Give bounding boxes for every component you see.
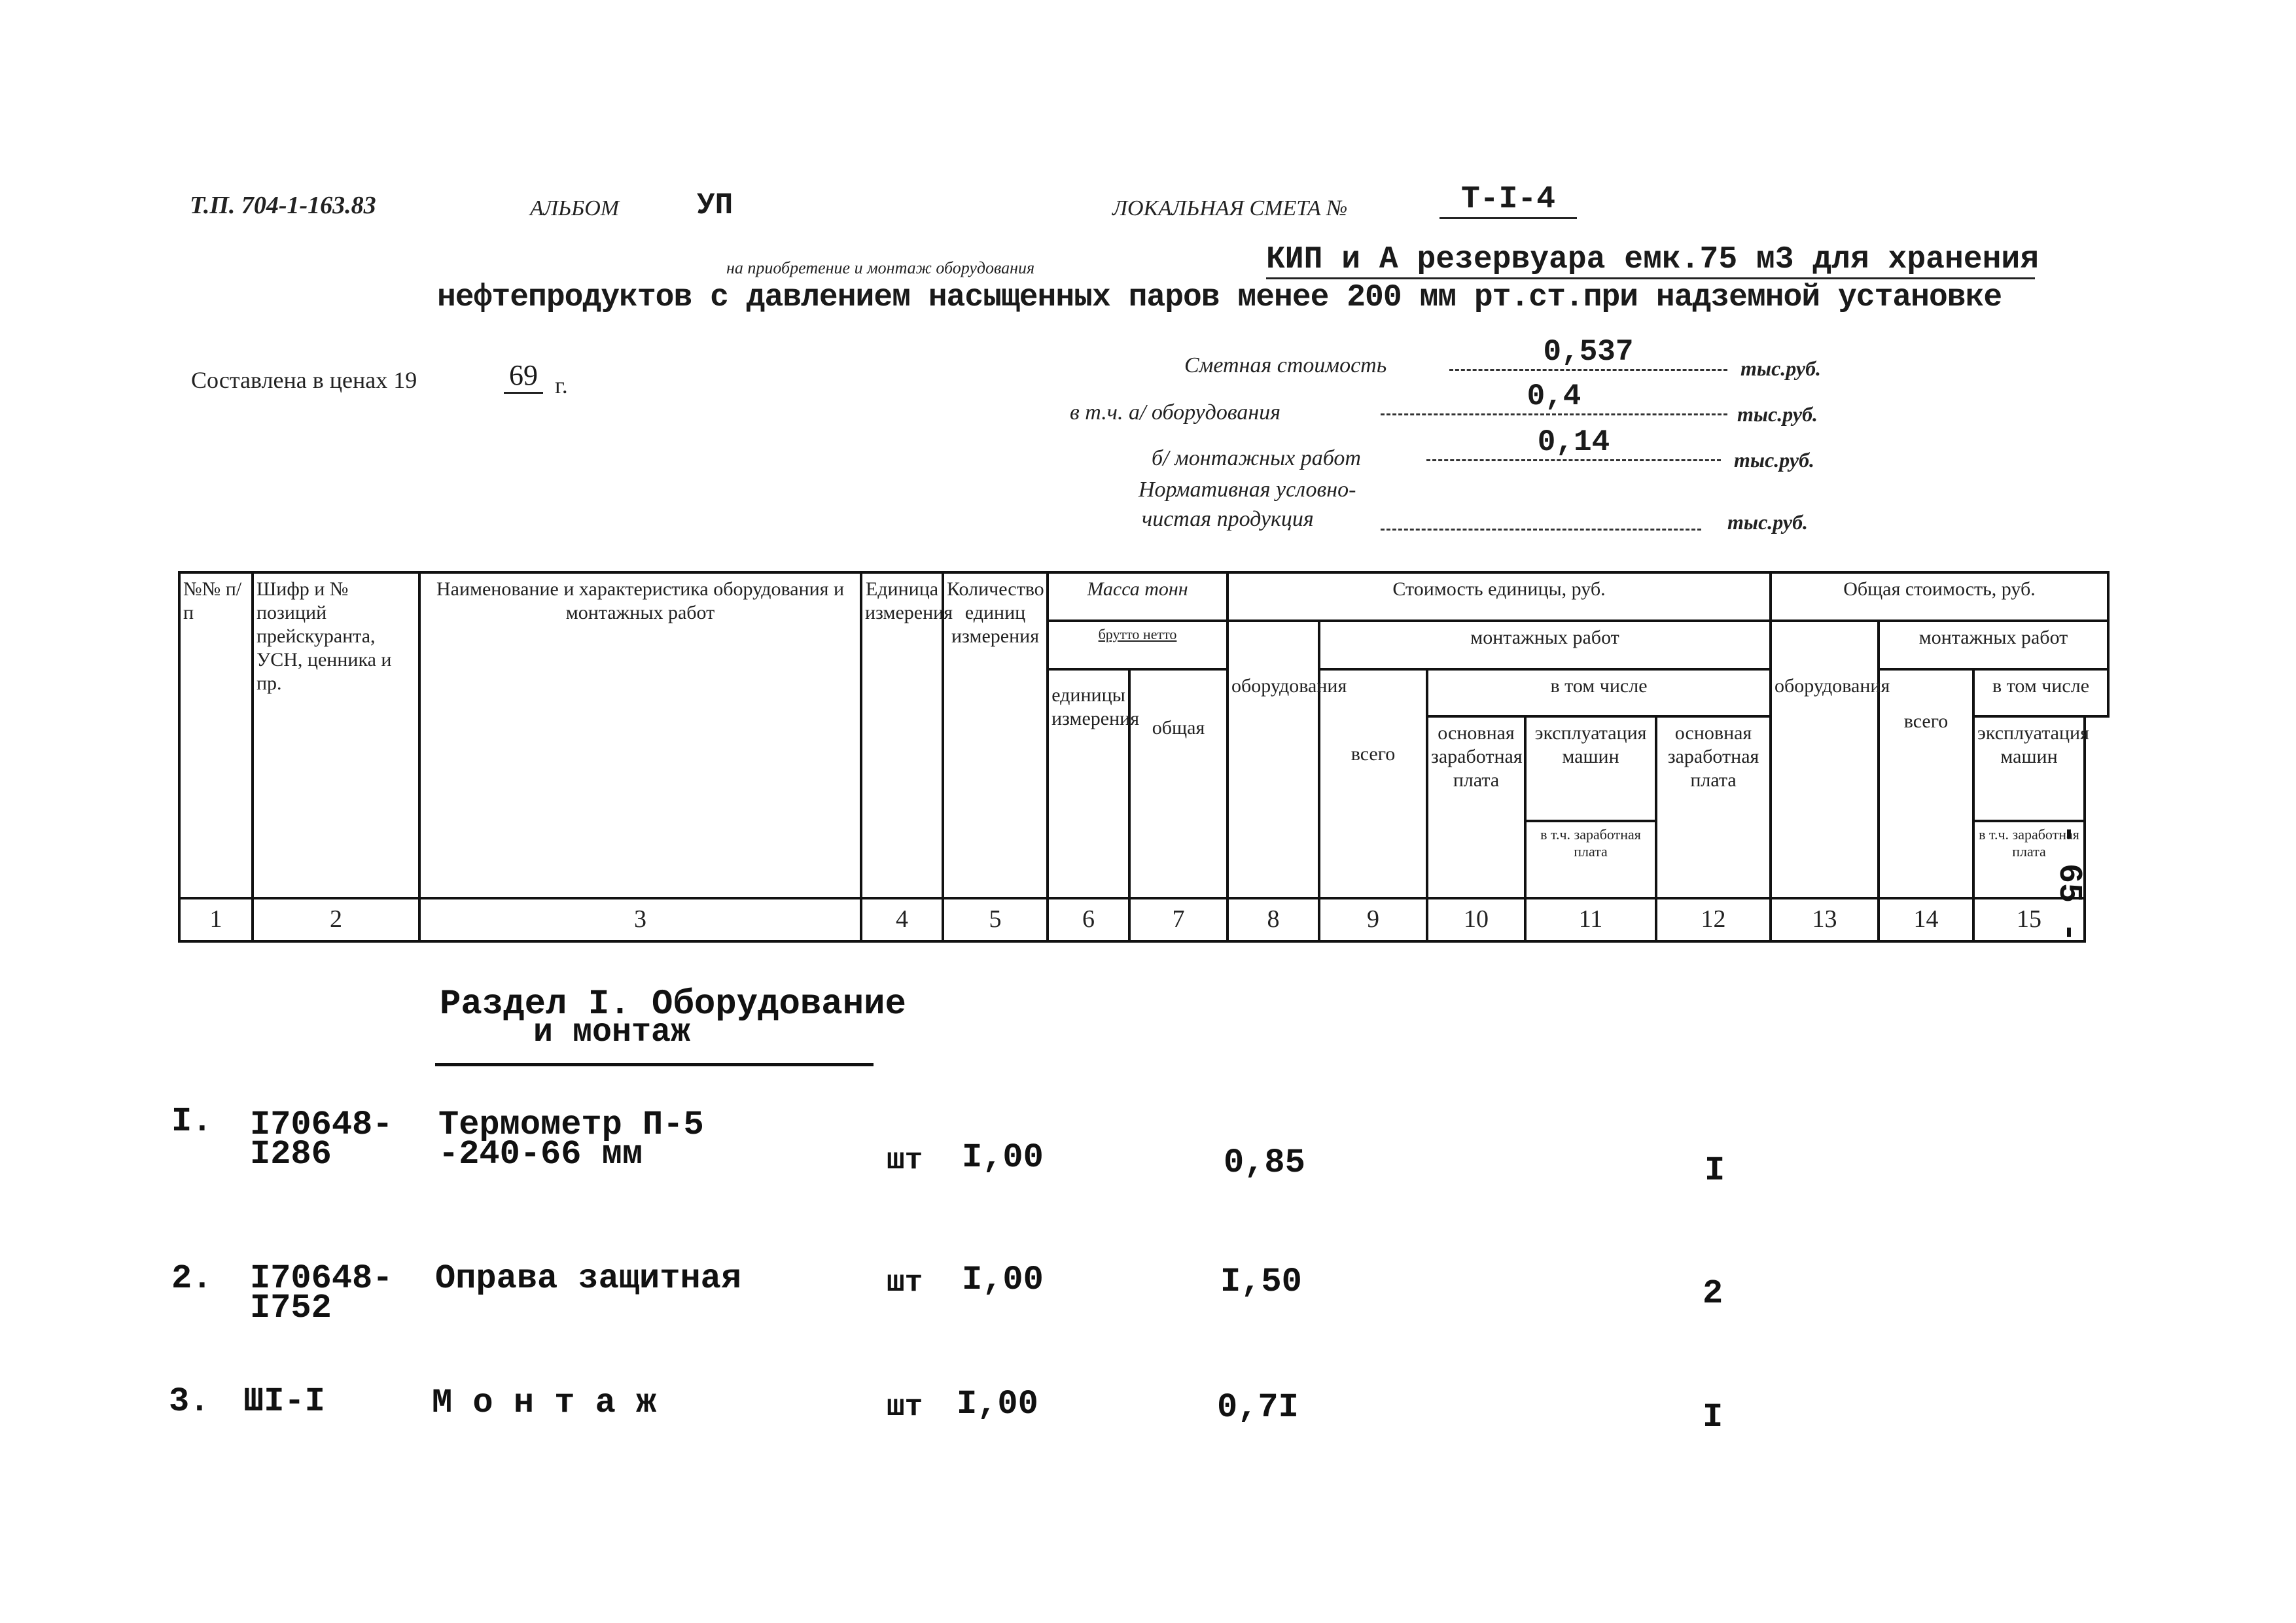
- total-cost-value: 0,537: [1449, 335, 1727, 371]
- row-code-2: I286: [250, 1135, 332, 1174]
- page-number: - 65 -: [2050, 824, 2087, 943]
- header-equipment-2: оборудования: [1771, 621, 1879, 898]
- column-number: 5: [943, 898, 1048, 941]
- installation-cost-unit: тыс.руб.: [1734, 448, 1815, 472]
- installation-cost-label: б/ монтажных работ: [1152, 446, 1361, 470]
- row-code: ШI-I: [243, 1382, 325, 1421]
- header-code: Шифр и № позиций прейскуранта, УСН, ценника и пр.: [253, 572, 419, 898]
- album-label: АЛЬБОМ: [530, 196, 620, 220]
- header-name: Наименование и характеристика оборудования и монтажных работ: [419, 572, 861, 898]
- section-underline: [435, 1063, 874, 1066]
- row-quantity: I,00: [962, 1261, 1044, 1299]
- header-num: №№ п/п: [179, 572, 253, 898]
- row-price: 0,85: [1224, 1143, 1305, 1182]
- composed-year: 69: [504, 358, 543, 394]
- header-mass: [1048, 572, 1227, 621]
- header-including-2: в том числе: [1973, 669, 2108, 716]
- row-quantity: I,00: [957, 1385, 1038, 1423]
- column-number: 3: [419, 898, 861, 941]
- row-unit: шт: [887, 1390, 923, 1424]
- header-machines-sub: в т.ч. заработная плата: [1525, 821, 1656, 898]
- header-install-total: всего: [1319, 669, 1427, 898]
- row-price: I,50: [1220, 1263, 1302, 1301]
- column-number: 13: [1771, 898, 1879, 941]
- header-mass-total: общая: [1129, 669, 1227, 898]
- normative-unit: тыс.руб.: [1727, 510, 1809, 534]
- document-code: Т.П. 704-1-163.83: [190, 192, 376, 219]
- column-number: 14: [1879, 898, 1973, 941]
- estimate-number: Т-I-4: [1439, 182, 1577, 219]
- header-equipment: оборудования: [1227, 621, 1319, 898]
- column-number: 12: [1656, 898, 1771, 941]
- header-total-cost: Общая стоимость, руб.: [1771, 572, 2108, 621]
- header-mass-label: Масса тонн: [1087, 578, 1188, 600]
- equipment-cost-label: в т.ч. а/ оборудования: [1070, 400, 1281, 425]
- header-machines: эксплуатация машин: [1525, 716, 1656, 821]
- header-installation-2: монтажных работ: [1879, 621, 2108, 669]
- row-price: 0,7I: [1217, 1388, 1299, 1427]
- row-name: Термометр П-5: [438, 1106, 704, 1144]
- header-machines-sub-2: в т.ч. заработная плата: [1973, 821, 2085, 898]
- column-number: 15: [1973, 898, 2085, 941]
- subject-line-2: нефтепродуктов с давлением насыщенных паров менее 200 мм рт.ст.при надземной установке: [437, 280, 2002, 315]
- column-number: 2: [253, 898, 419, 941]
- column-number-row: [179, 898, 2108, 941]
- row-name-2: -240-66 мм: [438, 1135, 643, 1174]
- estimate-table: [178, 571, 2110, 943]
- row-unit: шт: [887, 1143, 923, 1178]
- total-cost-label: Сметная стоимость: [1184, 353, 1387, 377]
- row-code-2: I752: [250, 1289, 332, 1327]
- row-total: 2: [1703, 1274, 1723, 1313]
- composed-suffix: г.: [555, 372, 568, 398]
- header-quantity: Количество единиц измерения: [943, 572, 1048, 898]
- row-code: I70648-: [250, 1106, 393, 1144]
- column-number: 1: [179, 898, 253, 941]
- header-including: в том числе: [1427, 669, 1771, 716]
- row-name: М о н т а ж: [432, 1384, 657, 1422]
- row-number: 2.: [171, 1259, 213, 1298]
- equipment-cost-unit: тыс.руб.: [1737, 402, 1818, 426]
- row-unit: шт: [887, 1266, 923, 1300]
- row-total: I: [1703, 1398, 1723, 1437]
- installation-cost-value: 0,14: [1426, 425, 1721, 461]
- subject-prefix: на приобретение и монтаж оборудования: [726, 258, 1035, 277]
- subject-line-1: КИП и А резервуара емк.75 м3 для хранения: [1266, 242, 2035, 279]
- column-number: 10: [1427, 898, 1525, 941]
- column-number: 6: [1048, 898, 1129, 941]
- header-mass-unit: единицы измерения: [1048, 669, 1129, 898]
- header-wages-2: основная заработная плата: [1656, 716, 1771, 898]
- row-quantity: I,00: [962, 1138, 1044, 1177]
- column-number: 11: [1525, 898, 1656, 941]
- estimate-label: ЛОКАЛЬНАЯ СМЕТА №: [1112, 196, 1348, 220]
- normative-label-2: чистая продукция: [1142, 507, 1314, 531]
- column-number: 9: [1319, 898, 1427, 941]
- row-number: I.: [171, 1102, 213, 1141]
- section-title-line-1: Раздел I. Оборудование: [440, 985, 906, 1024]
- header-install-total-2: всего: [1879, 669, 1973, 898]
- normative-label-1: Нормативная условно-: [1139, 478, 1356, 502]
- header-unit-cost: Стоимость единицы, руб.: [1227, 572, 1771, 621]
- composed-label: Составлена в ценах 19: [191, 367, 417, 393]
- column-number: 4: [861, 898, 943, 941]
- album-value: УП: [697, 188, 733, 222]
- normative-value-line: [1381, 515, 1701, 531]
- header-mass-sub: брутто нетто: [1048, 621, 1227, 669]
- row-number: 3.: [169, 1382, 210, 1421]
- column-number: 8: [1227, 898, 1319, 941]
- equipment-cost-value: 0,4: [1381, 379, 1727, 415]
- header-unit: Единица измерения: [861, 572, 943, 898]
- total-cost-unit: тыс.руб.: [1740, 357, 1822, 380]
- row-total: I: [1704, 1151, 1725, 1190]
- header-machines-2: эксплуатация машин: [1973, 716, 2085, 821]
- section-title-line-2: и монтаж: [533, 1014, 691, 1051]
- column-number: 7: [1129, 898, 1227, 941]
- row-name: Оправа защитная: [435, 1259, 742, 1298]
- header-installation: монтажных работ: [1319, 621, 1771, 669]
- header-wages: основная заработная плата: [1427, 716, 1525, 898]
- row-code: I70648-: [250, 1259, 393, 1298]
